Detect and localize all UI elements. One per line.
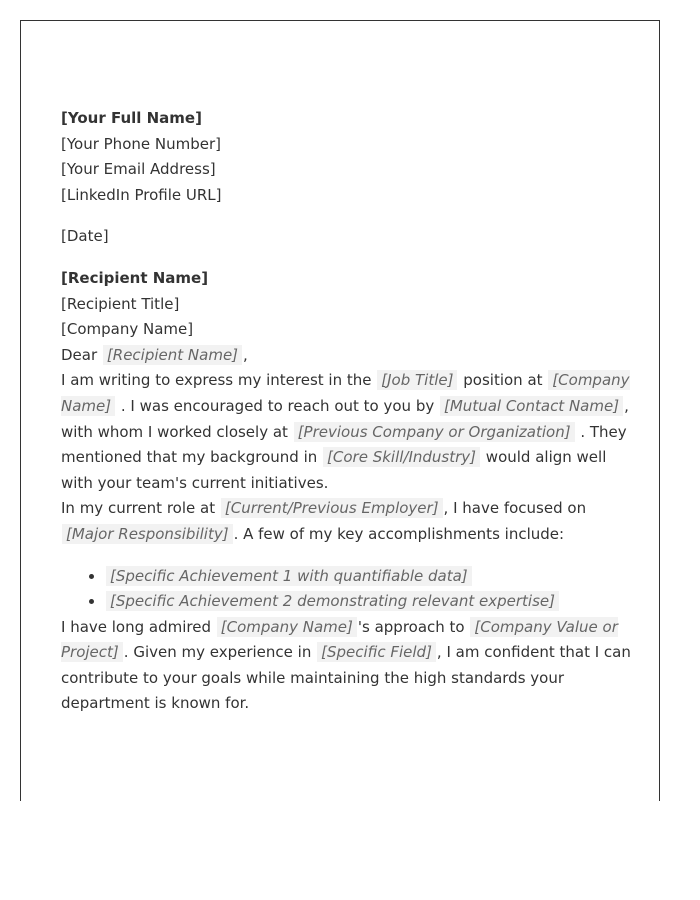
current-employer-placeholder: [Current/Previous Employer]	[221, 498, 443, 518]
list-item	[105, 564, 631, 590]
para1-text-4: , with whom I worked closely at	[61, 396, 629, 441]
para3-text-3: . Given my experience in	[123, 643, 312, 662]
company-value-placeholder: [Company Value or Project]	[61, 617, 618, 662]
para1-text-1: I am writing to express my interest in the	[61, 371, 372, 390]
paragraph-admiration	[61, 615, 631, 717]
sender-email: [Your Email Address]	[61, 160, 216, 179]
company-name-placeholder-2: [Company Name]	[217, 617, 357, 637]
recipient-name: [Recipient Name]	[61, 268, 209, 287]
mutual-contact-placeholder: [Mutual Contact Name]	[440, 396, 623, 416]
letter-content	[61, 106, 631, 717]
recipient-company: [Company Name]	[61, 320, 194, 339]
sender-phone: [Your Phone Number]	[61, 134, 221, 153]
achievements-list	[61, 564, 631, 615]
greeting	[61, 343, 631, 369]
para2-text-1: In my current role at	[61, 499, 216, 518]
paragraph-current-role	[61, 496, 631, 547]
recipient-title: [Recipient Title]	[61, 294, 180, 313]
para1-text-2: position at	[463, 371, 543, 390]
sender-name: [Your Full Name]	[61, 109, 202, 127]
paragraph-intro	[61, 368, 631, 496]
letter-page	[20, 20, 660, 801]
para2-text-3: . A few of my key accomplishments include:	[233, 524, 565, 543]
para1-text-5: . They mentioned that my background in	[61, 422, 627, 467]
para1-text-6: would align well with your team's current initiatives.	[61, 448, 607, 492]
greeting-prefix: Dear	[61, 345, 98, 364]
para1-text-3: . I was encouraged to reach out to you by	[120, 396, 435, 415]
para2-text-2: , I have focused on	[443, 499, 587, 518]
date-block	[61, 224, 631, 250]
greeting-name-placeholder: [Recipient Name]	[103, 345, 242, 365]
para3-text-2: 's approach to	[357, 617, 465, 636]
major-responsibility-placeholder: [Major Responsibility]	[62, 524, 233, 544]
para3-text-1: I have long admired	[61, 617, 211, 636]
para3-text-4: , I am confident that I can contribute to your goals while maintaining the high standards your department is known for.	[61, 643, 631, 713]
sender-block	[61, 106, 631, 208]
specific-field-placeholder: [Specific Field]	[317, 642, 436, 662]
core-skill-placeholder: [Core Skill/Industry]	[323, 447, 480, 467]
achievement-1-placeholder: [Specific Achievement 1 with quantifiable data]	[106, 566, 472, 586]
achievement-2-placeholder: [Specific Achievement 2 demonstrating relevant expertise]	[106, 591, 559, 611]
recipient-block	[61, 266, 631, 343]
list-item	[105, 589, 631, 615]
greeting-suffix: ,	[243, 345, 248, 364]
sender-linkedin: [LinkedIn Profile URL]	[61, 185, 222, 204]
job-title-placeholder: [Job Title]	[377, 370, 457, 390]
previous-company-placeholder: [Previous Company or Organization]	[294, 422, 575, 442]
letter-date: [Date]	[61, 227, 109, 246]
company-name-placeholder: [Company Name]	[61, 371, 630, 415]
